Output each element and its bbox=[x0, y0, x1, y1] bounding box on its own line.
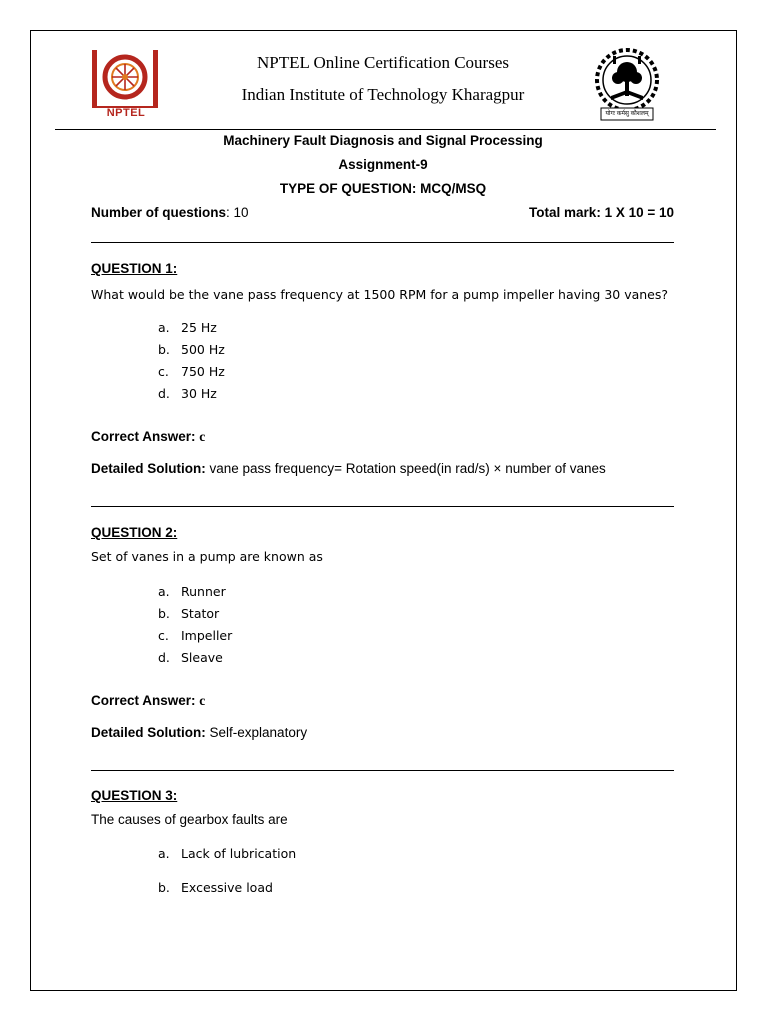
question-1-option-c: c. 750 Hz bbox=[158, 364, 225, 379]
section-divider bbox=[91, 770, 674, 771]
question-2-option-b: b. Stator bbox=[158, 606, 220, 621]
question-1-option-d: d. 30 Hz bbox=[158, 386, 217, 401]
nptel-logo-text: NPTEL bbox=[106, 107, 146, 119]
question-1-solution: Detailed Solution: vane pass frequency= Rotation speed(in rad/s) × number of vanes bbox=[91, 461, 606, 476]
section-divider bbox=[91, 506, 674, 507]
question-1-correct-answer: Correct Answer: c bbox=[91, 429, 206, 444]
section-divider bbox=[91, 242, 674, 243]
question-2-solution: Detailed Solution: Self-explanatory bbox=[91, 725, 308, 740]
question-2-option-c: c. Impeller bbox=[158, 628, 233, 643]
header-institute: Indian Institute of Technology Kharagpur bbox=[241, 85, 525, 104]
question-2-heading: QUESTION 2: bbox=[91, 525, 178, 540]
question-1-option-a: a. 25 Hz bbox=[158, 320, 217, 335]
question-3-option-a: a. Lack of lubrication bbox=[158, 846, 297, 861]
course-title: Machinery Fault Diagnosis and Signal Processing bbox=[223, 133, 543, 148]
num-questions-value: : 10 bbox=[226, 205, 249, 220]
question-2-text: Set of vanes in a pump are known as bbox=[91, 549, 323, 564]
question-1-option-b: b. 500 Hz bbox=[158, 342, 225, 357]
question-1-text: What would be the vane pass frequency at 1500 RPM for a pump impeller having 30 vanes? bbox=[91, 287, 669, 302]
total-mark: Total mark: 1 X 10 = 10 bbox=[529, 205, 674, 220]
num-questions-label: Number of questions bbox=[91, 205, 227, 220]
header-divider bbox=[55, 129, 716, 130]
question-3-heading: QUESTION 3: bbox=[91, 788, 178, 803]
question-3-option-b: b. Excessive load bbox=[158, 880, 273, 895]
assignment-title: Assignment-9 bbox=[338, 157, 428, 172]
page-border bbox=[30, 30, 737, 991]
question-3-text: The causes of gearbox faults are bbox=[91, 812, 288, 827]
iit-kgp-logo bbox=[591, 44, 663, 122]
question-2-option-d: d. Sleave bbox=[158, 650, 223, 665]
header-title: NPTEL Online Certification Courses bbox=[257, 53, 509, 72]
iit-logo-motto: योगः कर्मसु कौशलम् bbox=[605, 111, 649, 117]
question-2-correct-answer: Correct Answer: c bbox=[91, 693, 206, 708]
nptel-logo bbox=[92, 50, 158, 122]
question-2-option-a: a. Runner bbox=[158, 584, 226, 599]
question-1-heading: QUESTION 1: bbox=[91, 261, 178, 276]
number-of-questions bbox=[91, 205, 249, 220]
question-type: TYPE OF QUESTION: MCQ/MSQ bbox=[279, 181, 487, 196]
